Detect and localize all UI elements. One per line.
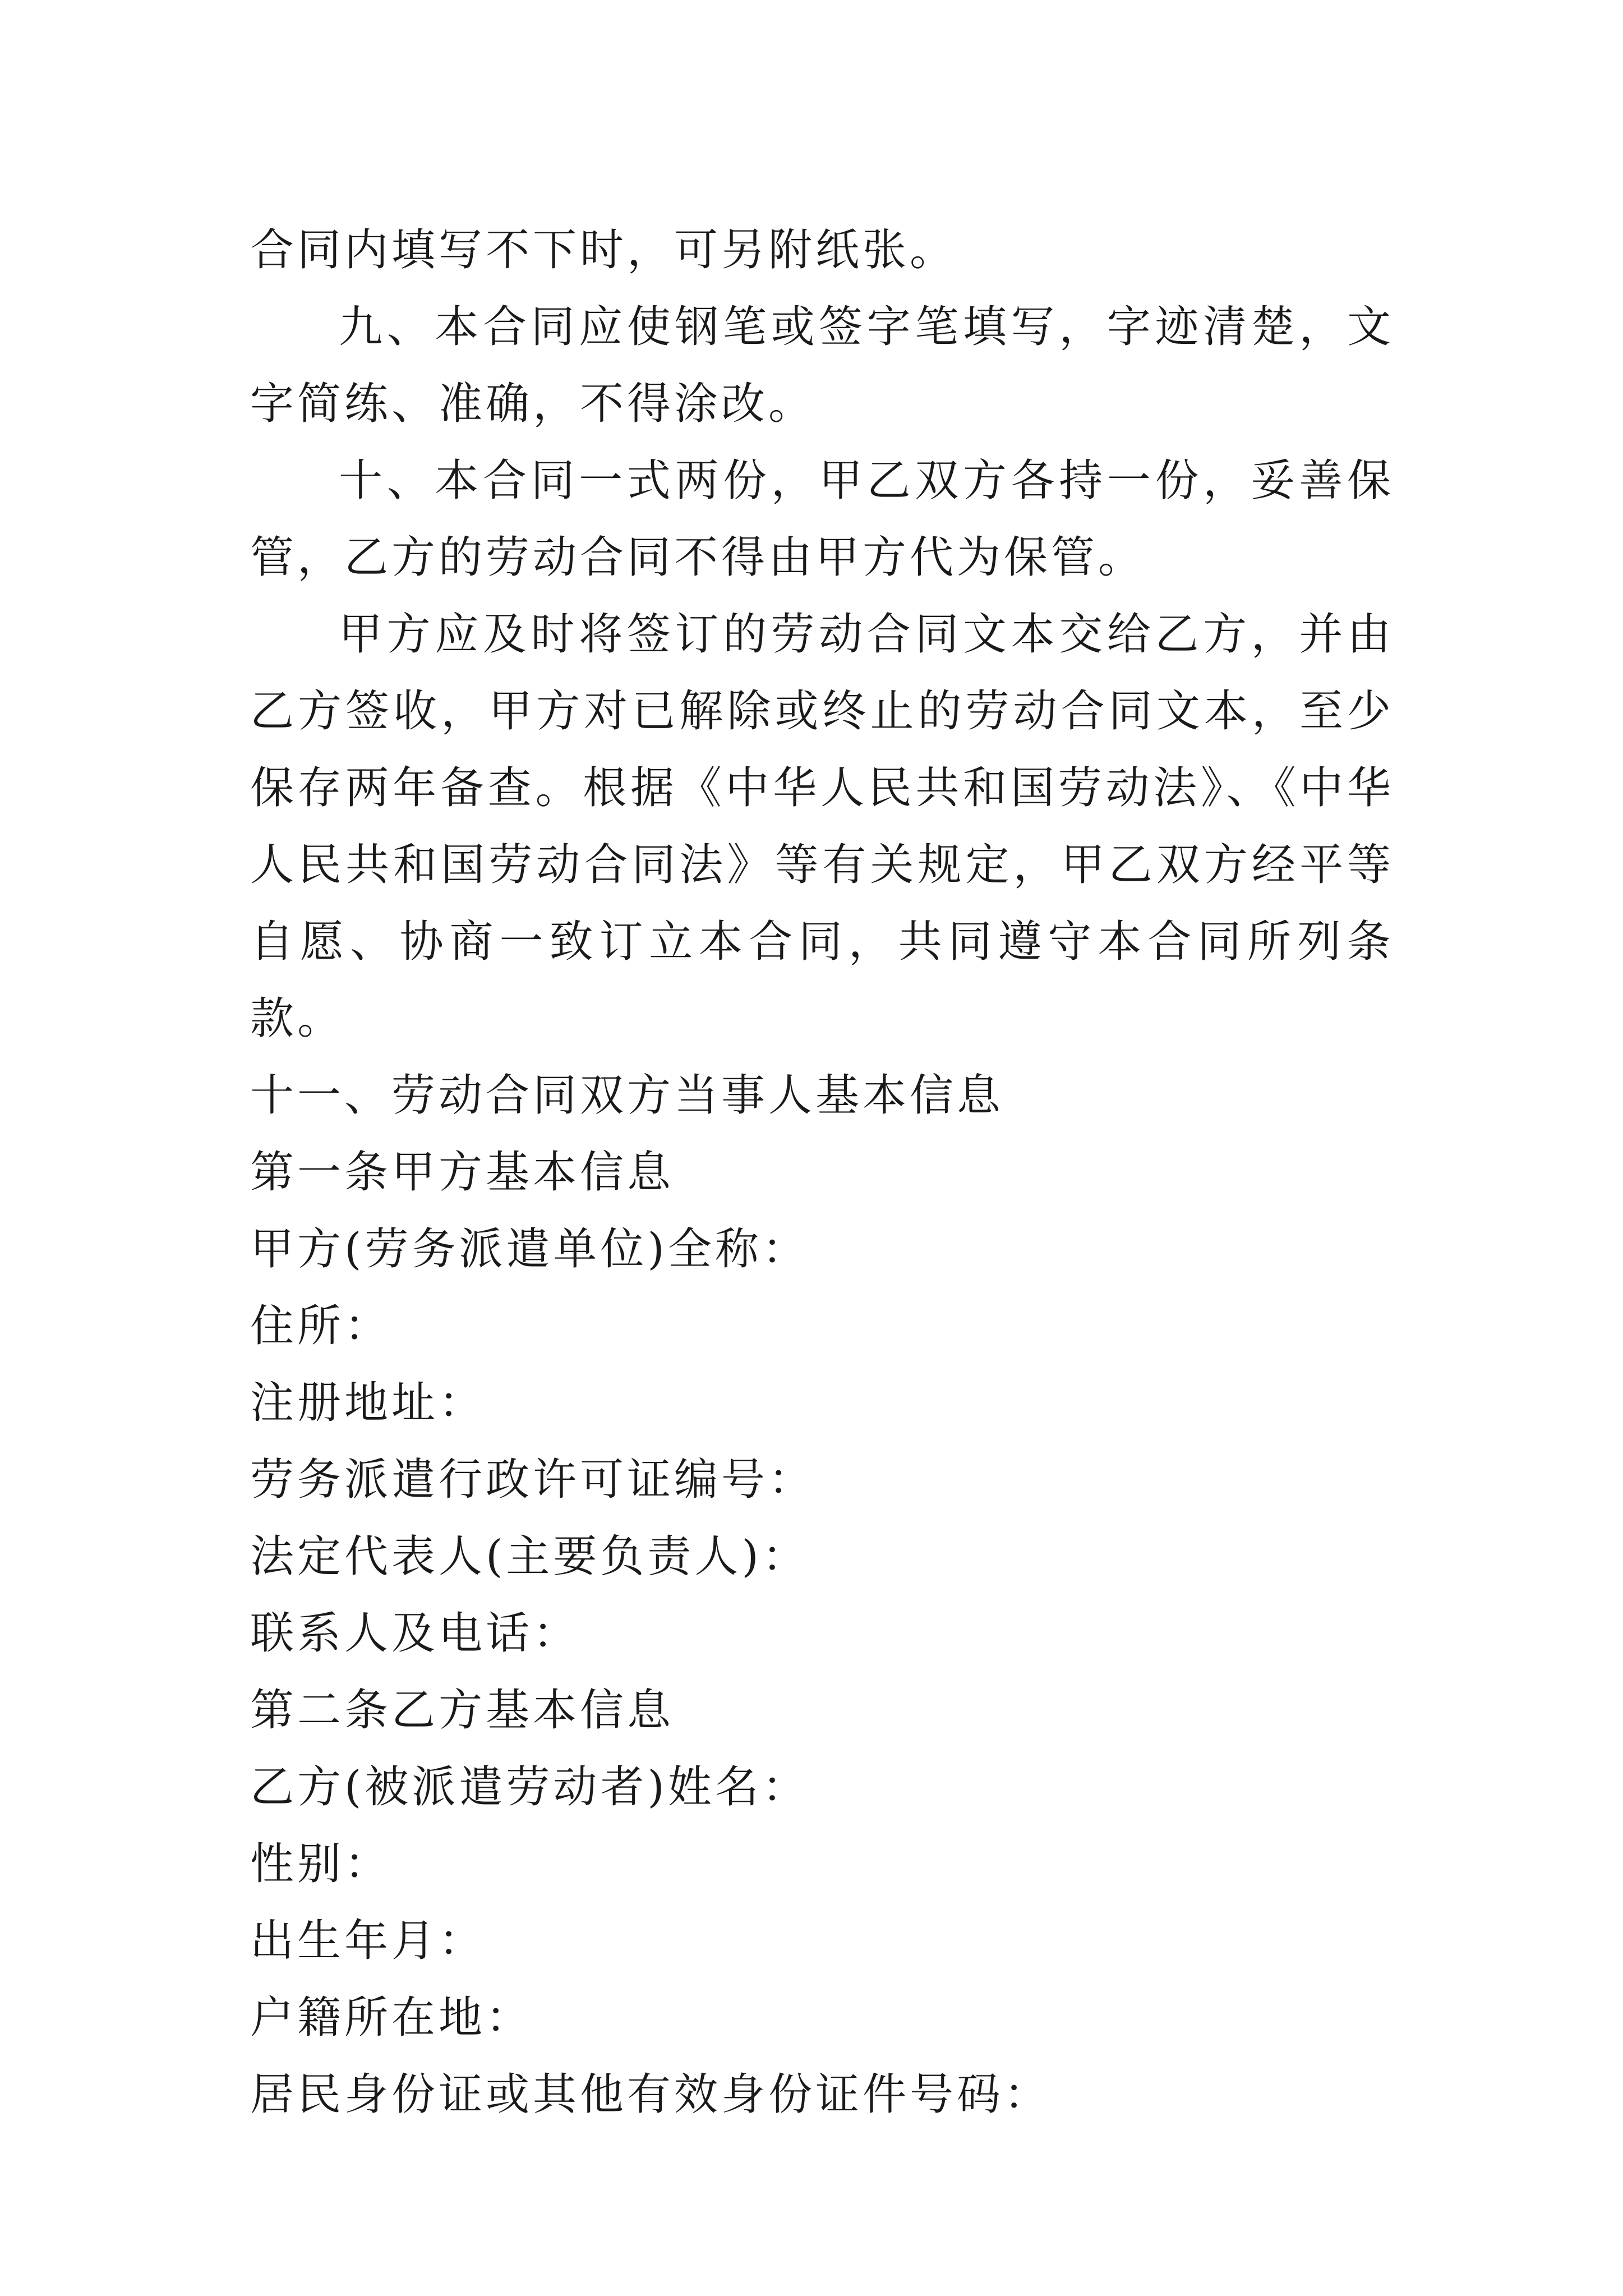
party-b-heading: 第二条乙方基本信息 xyxy=(250,1685,675,1736)
party-a-field-legal-representative: 法定代表人(主要负责人)： xyxy=(250,1531,809,1582)
party-b-field-household-registration: 户籍所在地： xyxy=(250,1993,533,2043)
party-a-heading: 第一条甲方基本信息 xyxy=(250,1147,675,1198)
party-b-field-name: 乙方(被派遣劳动者)姓名： xyxy=(250,1762,809,1812)
party-b-field-id-number: 居民身份证或其他有效身份证件号码： xyxy=(250,2069,1052,2120)
paragraph-preamble: 甲方应及时将签订的劳动合同文本交给乙方，并由乙方签收，甲方对已解除或终止的劳动合同文本，至少保存两年备查。根据《中华人民共和国劳动法》、《中华人民共和国劳动合同法》等有关规定，甲乙双方经平等自愿、协商一致订立本合同，共同遵守本合同所列条款。 xyxy=(250,609,1394,1044)
paragraph-clause-9: 九、本合同应使钢笔或签字笔填写，字迹清楚，文字简练、准确，不得涂改。 xyxy=(250,302,1394,429)
document-body xyxy=(250,212,1394,2133)
party-b-field-gender: 性别： xyxy=(250,1839,392,1889)
party-a-field-license-number: 劳务派遣行政许可证编号： xyxy=(250,1455,816,1505)
section-heading: 十一、劳动合同双方当事人基本信息 xyxy=(250,1070,1004,1121)
party-a-field-residence: 住所： xyxy=(250,1301,392,1351)
party-b-field-birth-date: 出生年月： xyxy=(250,1916,486,1966)
party-a-field-registered-address: 注册地址： xyxy=(250,1378,486,1428)
paragraph-continuation: 合同内填写不下时，可另附纸张。 xyxy=(250,225,957,275)
party-a-field-name: 甲方(劳务派遣单位)全称： xyxy=(250,1224,809,1274)
paragraph-clause-10: 十、本合同一式两份，甲乙双方各持一份，妥善保管，乙方的劳动合同不得由甲方代为保管。 xyxy=(250,455,1394,583)
party-a-field-contact: 联系人及电话： xyxy=(250,1608,580,1659)
